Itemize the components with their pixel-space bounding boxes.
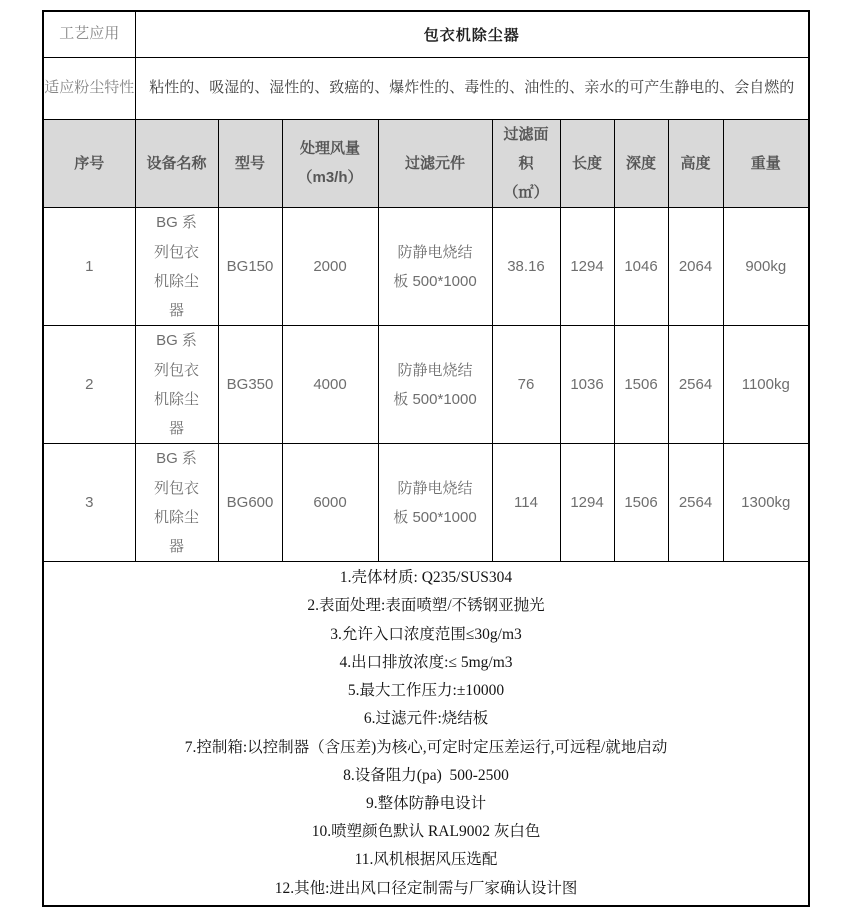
header-air-volume: 处理风量（m3/h） <box>282 119 378 208</box>
dust-characteristics-value: 粘性的、吸湿的、湿性的、致癌的、爆炸性的、毒性的、油性的、亲水的可产生静电的、会自燃的 <box>135 57 809 119</box>
process-application-row <box>43 11 809 57</box>
cell-serial: 2 <box>43 326 135 444</box>
cell-model: BG350 <box>218 326 282 444</box>
cell-depth: 1506 <box>614 326 668 444</box>
cell-filter-area: 114 <box>492 444 560 562</box>
header-model: 型号 <box>218 119 282 208</box>
cell-depth: 1506 <box>614 444 668 562</box>
table-header-row <box>43 119 809 208</box>
note-filter-element: 6.过滤元件:烧结板 <box>363 710 489 728</box>
cell-height: 2564 <box>668 326 723 444</box>
notes-section <box>43 562 809 906</box>
note-fan-selection: 11.风机根据风压选配 <box>354 851 498 869</box>
note-spray-color: 10.喷塑颜色默认 RAL9002 灰白色 <box>311 823 541 841</box>
cell-filter-element: 防静电烧结板 500*1000 <box>378 208 492 326</box>
cell-height: 2064 <box>668 208 723 326</box>
cell-length: 1036 <box>560 326 614 444</box>
cell-device-name: BG 系列包衣机除尘器 <box>135 444 218 562</box>
header-height: 高度 <box>668 119 723 208</box>
header-depth: 深度 <box>614 119 668 208</box>
product-title: 包衣机除尘器 <box>135 11 809 57</box>
cell-filter-area: 76 <box>492 326 560 444</box>
process-application-label: 工艺应用 <box>43 11 135 57</box>
dust-collector-spec-table <box>42 10 810 907</box>
note-shell-material: 1.壳体材质: Q235/SUS304 <box>339 569 513 587</box>
note-inlet-concentration: 3.允许入口浓度范围≤30g/m3 <box>330 625 522 643</box>
header-filter-element: 过滤元件 <box>378 119 492 208</box>
header-weight: 重量 <box>723 119 809 208</box>
cell-depth: 1046 <box>614 208 668 326</box>
cell-weight: 1100kg <box>723 326 809 444</box>
notes-row <box>43 562 809 906</box>
cell-length: 1294 <box>560 444 614 562</box>
cell-weight: 1300kg <box>723 444 809 562</box>
cell-air-volume: 4000 <box>282 326 378 444</box>
note-max-working-pressure: 5.最大工作压力:±10000 <box>347 682 505 700</box>
cell-filter-area: 38.16 <box>492 208 560 326</box>
note-other: 12.其他:进出风口径定制需与厂家确认设计图 <box>274 879 578 897</box>
dust-characteristics-label: 适应粉尘特性 <box>43 57 135 119</box>
cell-filter-element: 防静电烧结板 500*1000 <box>378 326 492 444</box>
cell-serial: 3 <box>43 444 135 562</box>
note-outlet-emission: 4.出口排放浓度:≤ 5mg/m3 <box>339 653 513 671</box>
cell-serial: 1 <box>43 208 135 326</box>
cell-air-volume: 2000 <box>282 208 378 326</box>
note-antistatic-design: 9.整体防静电设计 <box>365 794 487 812</box>
note-surface-treatment: 2.表面处理:表面喷塑/不锈钢亚抛光 <box>307 597 545 615</box>
cell-model: BG600 <box>218 444 282 562</box>
table-row-bg350 <box>43 326 809 444</box>
cell-device-name: BG 系列包衣机除尘器 <box>135 326 218 444</box>
cell-air-volume: 6000 <box>282 444 378 562</box>
header-filter-area: 过滤面积（㎡） <box>492 119 560 208</box>
cell-length: 1294 <box>560 208 614 326</box>
note-device-resistance: 8.设备阻力(pa) 500-2500 <box>343 766 509 784</box>
cell-height: 2564 <box>668 444 723 562</box>
note-control-box: 7.控制箱:以控制器（含压差)为核心,可定时定压差运行,可远程/就地启动 <box>184 738 668 756</box>
cell-model: BG150 <box>218 208 282 326</box>
cell-filter-element: 防静电烧结板 500*1000 <box>378 444 492 562</box>
header-serial-number: 序号 <box>43 119 135 208</box>
header-length: 长度 <box>560 119 614 208</box>
table-row-bg600 <box>43 444 809 562</box>
cell-device-name: BG 系列包衣机除尘器 <box>135 208 218 326</box>
table-row-bg150 <box>43 208 809 326</box>
header-device-name: 设备名称 <box>135 119 218 208</box>
dust-characteristics-row <box>43 57 809 119</box>
cell-weight: 900kg <box>723 208 809 326</box>
